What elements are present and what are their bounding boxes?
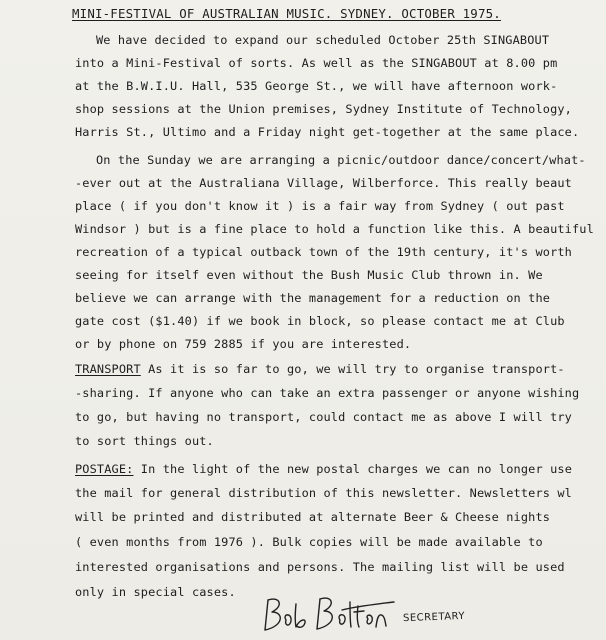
- postage-line-2: the mail for general distribution of this newsletter. Newsletters wl: [75, 486, 572, 500]
- paragraph-1-line-1: We have decided to expand our scheduled October 25th SINGABOUT: [96, 33, 550, 47]
- signature-title: SECRETARY: [402, 610, 466, 625]
- transport-heading: TRANSPORT: [75, 362, 141, 376]
- paragraph-2-line-6: seeing for itself even without the Bush Music Club thrown in. We: [75, 268, 543, 282]
- paragraph-2-line-2: -ever out at the Australiana Village, Wilberforce. This really beaut: [75, 176, 572, 190]
- postage-line-4: ( even months from 1976 ). Bulk copies will be made available to: [75, 535, 543, 549]
- postage-text: In the light of the new postal charges we can no longer use: [133, 462, 573, 476]
- paragraph-2-line-7: believe we can arrange with the management for a reduction on the: [75, 291, 551, 305]
- transport-line-4: to sort things out.: [75, 434, 214, 448]
- transport-text: As it is so far to go, we will try to organise transport-: [140, 362, 565, 376]
- page-title: MINI-FESTIVAL OF AUSTRALIAN MUSIC. SYDNEY. OCTOBER 1975.: [72, 6, 501, 21]
- transport-line-1: [75, 364, 565, 376]
- postage-line-6: only in special cases.: [75, 585, 236, 599]
- paragraph-2-line-4: Windsor ) but is a fine place to hold a function like this. A beautiful: [75, 222, 594, 236]
- paragraph-1-line-4: shop sessions at the Union premises, Sydney Institute of Technology,: [75, 102, 572, 116]
- paragraph-2-line-5: recreation of a typical outback town of the 19th century, it's worth: [75, 245, 572, 259]
- paragraph-1-line-2: into a Mini-Festival of sorts. As well as the SINGABOUT at 8.00 pm: [75, 56, 558, 70]
- postage-line-5: interested organisations and persons. The mailing list will be used: [75, 560, 565, 574]
- transport-line-3: to go, but having no transport, could contact me as above I will try: [75, 410, 572, 424]
- transport-line-2: -sharing. If anyone who can take an extra passenger or anyone wishing: [75, 386, 580, 400]
- paragraph-2-line-8: gate cost ($1.40) if we book in block, so please contact me at Club: [75, 314, 565, 328]
- paragraph-1-line-5: Harris St., Ultimo and a Friday night get-together at the same place.: [75, 125, 580, 139]
- paragraph-2-line-3: place ( if you don't know it ) is a fair way from Sydney ( out past: [75, 199, 565, 213]
- postage-line-3: will be printed and distributed at alternate Beer & Cheese nights: [75, 510, 551, 524]
- postage-heading: POSTAGE:: [75, 462, 134, 476]
- postage-line-1: [75, 464, 572, 476]
- paragraph-2-line-1: On the Sunday we are arranging a picnic/outdoor dance/concert/what-: [96, 153, 586, 167]
- paragraph-2-line-9: or by phone on 759 2885 if you are interested.: [75, 337, 412, 351]
- handwritten-signature: [258, 594, 398, 636]
- paragraph-1-line-3: at the B.W.I.U. Hall, 535 George St., we will have afternoon work-: [75, 79, 558, 93]
